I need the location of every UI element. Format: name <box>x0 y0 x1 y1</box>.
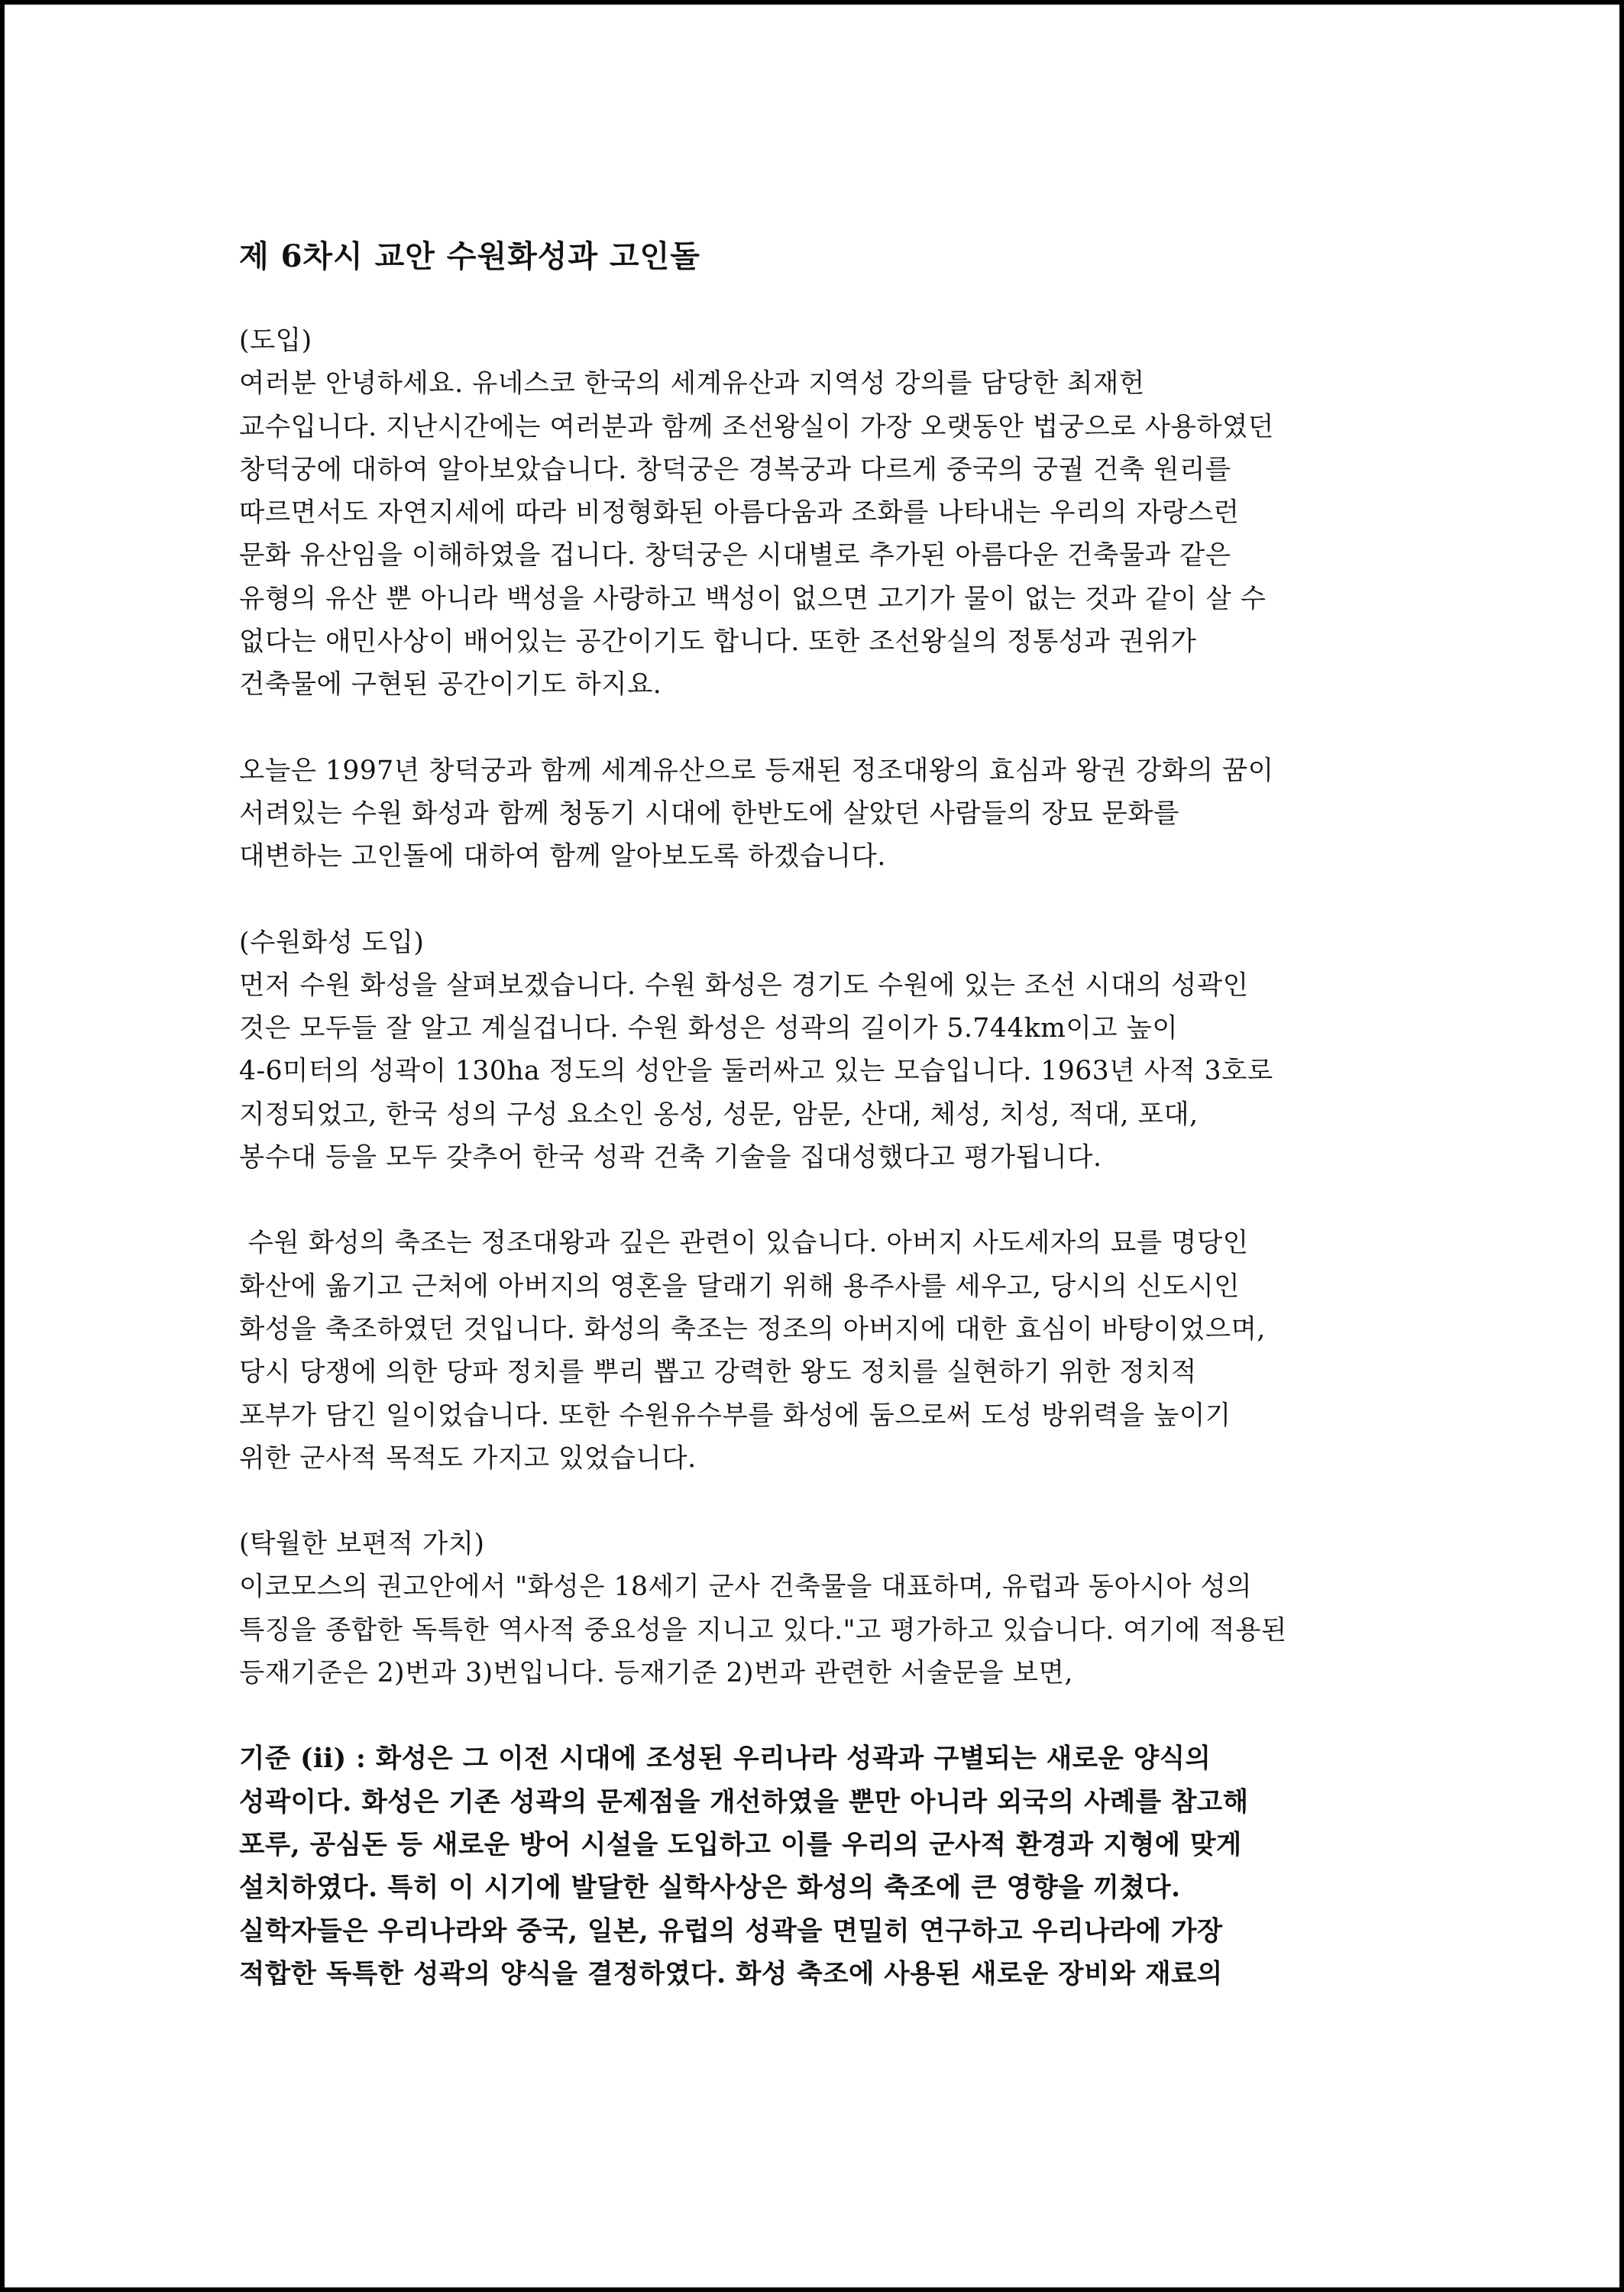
paragraph-line: 등재기준은 2)번과 3)번입니다. 등재기준 2)번과 관련한 서술문을 보면, <box>239 1658 1073 1689</box>
paragraph-line: 교수입니다. 지난시간에는 여러분과 함께 조선왕실이 가장 오랫동안 법궁으로 사용하였던 <box>239 411 1274 442</box>
paragraph-line: 문화 유산임을 이해하였을 겁니다. 창덕궁은 시대별로 추가된 아름다운 건축물과 같은 <box>239 540 1231 571</box>
paragraph-line: 대변하는 고인돌에 대하여 함께 알아보도록 하겠습니다. <box>239 841 886 872</box>
paragraph-line: (수원화성 도입) <box>239 927 425 958</box>
paragraph-line: 특징을 종합한 독특한 역사적 중요성을 지니고 있다."고 평가하고 있습니다. 여기에 적용된 <box>239 1614 1287 1646</box>
section-universal-value <box>239 1523 1362 1695</box>
section-intro <box>239 319 1362 707</box>
paragraph-line: 성곽이다. 화성은 기존 성곽의 문제점을 개선하였을 뿐만 아니라 외국의 사례를 참고해 <box>239 1786 1249 1818</box>
paragraph-line: 따르면서도 자연지세에 따라 비정형화된 아름다움과 조화를 나타내는 우리의 자랑스런 <box>239 497 1240 529</box>
paragraph-line: 위한 군사적 목적도 가지고 있었습니다. <box>239 1442 697 1474</box>
paragraph-line: 건축물에 구현된 공간이기도 하지요. <box>239 669 662 701</box>
paragraph-line: 여러분 안녕하세요. 유네스코 한국의 세계유산과 지역성 강의를 담당한 최재헌 <box>239 368 1145 400</box>
section-criterion-ii <box>239 1737 1362 1996</box>
paragraph-line: 서려있는 수원 화성과 함께 청동기 시대에 한반도에 살았던 사람들의 장묘 문화를 <box>239 798 1179 829</box>
paragraph-line: 포부가 담긴 일이었습니다. 또한 수원유수부를 화성에 둠으로써 도성 방위력을 높이기 <box>239 1400 1231 1431</box>
paragraph-line: 적합한 독특한 성곽의 양식을 결정하였다. 화성 축조에 사용된 새로운 장비와 재료의 <box>239 1958 1223 1989</box>
paragraph-line: 설치하였다. 특히 이 시기에 발달한 실학사상은 화성의 축조에 큰 영향을 끼쳤다. <box>239 1873 1181 1904</box>
paragraph-line: 이코모스의 권고안에서 "화성은 18세기 군사 건축물을 대표하며, 유럽과 동아시아 성의 <box>239 1572 1253 1603</box>
paragraph-line: 포루, 공심돈 등 새로운 방어 시설을 도입하고 이를 우리의 군사적 환경과 지형에 맞게 <box>239 1829 1242 1860</box>
section-today <box>239 749 1362 879</box>
paragraph-line: 화성을 축조하였던 것입니다. 화성의 축조는 정조의 아버지에 대한 효심이 바탕이었으며, <box>239 1313 1266 1345</box>
paragraph-line: 유형의 유산 뿐 아니라 백성을 사랑하고 백성이 없으면 고기가 물이 없는 것과 같이 살 수 <box>239 583 1267 614</box>
paragraph-line: 4-6미터의 성곽이 130ha 정도의 성안을 둘러싸고 있는 모습입니다. 1963년 사적 3호로 <box>239 1056 1273 1087</box>
document-title: 제 6차시 교안 수원화성과 고인돌 <box>239 238 700 274</box>
paragraph-line: 없다는 애민사상이 배어있는 공간이기도 합니다. 또한 조선왕실의 정통성과 권위가 <box>239 626 1197 658</box>
paragraph-line: 당시 당쟁에 의한 당파 정치를 뿌리 뽑고 강력한 왕도 정치를 실현하기 위한 정치적 <box>239 1357 1197 1388</box>
paragraph-line: 것은 모두들 잘 알고 계실겁니다. 수원 화성은 성곽의 길이가 5.744km이고 높이 <box>239 1013 1179 1044</box>
paragraph-line: 지정되었고, 한국 성의 구성 요소인 옹성, 성문, 암문, 산대, 체성, 치성, 적대, 포대, <box>239 1099 1199 1130</box>
document-body <box>239 234 1362 1996</box>
paragraph-line: 실학자들은 우리나라와 중국, 일본, 유럽의 성곽을 면밀히 연구하고 우리나라에 가장 <box>239 1915 1223 1947</box>
paragraph-line: 오늘은 1997년 창덕궁과 함께 세계유산으로 등재된 정조대왕의 효심과 왕권 강화의 꿈이 <box>239 755 1274 786</box>
paragraph-line: 봉수대 등을 모두 갖추어 한국 성곽 건축 기술을 집대성했다고 평가됩니다. <box>239 1142 1102 1174</box>
section-suwon-intro <box>239 921 1362 1180</box>
section-construction <box>239 1222 1362 1480</box>
paragraph-line: 화산에 옮기고 근처에 아버지의 영혼을 달래기 위해 용주사를 세우고, 당시의 신도시인 <box>239 1271 1241 1302</box>
paragraph-line: 수원 화성의 축조는 정조대왕과 깊은 관련이 있습니다. 아버지 사도세자의 묘를 명당인 <box>239 1228 1249 1259</box>
paragraph-line: 먼저 수원 화성을 살펴보겠습니다. 수원 화성은 경기도 수원에 있는 조선 시대의 성곽인 <box>239 970 1249 1001</box>
paragraph-line: (탁월한 보편적 가치) <box>239 1529 485 1560</box>
paragraph-line: 창덕궁에 대하여 알아보았습니다. 창덕궁은 경복궁과 다르게 중국의 궁궐 건축 원리를 <box>239 454 1231 485</box>
paragraph-line: 기준 (ⅱ) : 화성은 그 이전 시대에 조성된 우리나라 성곽과 구별되는 새로운 양식의 <box>239 1743 1212 1775</box>
paragraph-line: (도입) <box>239 325 312 356</box>
